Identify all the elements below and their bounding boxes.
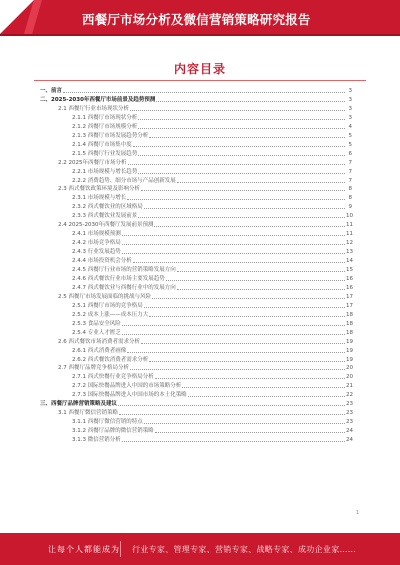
footer-separator [120,541,121,557]
toc-entry[interactable] [72,256,352,264]
toc-entry-page: 19 [346,356,353,363]
toc-entry[interactable] [58,220,352,228]
toc-leader-dots [155,378,345,379]
toc-entry-page: 3 [348,96,352,103]
toc-leader-dots [127,199,345,200]
toc-leader-dots [156,101,345,102]
toc-entry-title: 2.4 2025-2030年西餐厅发展前景预测 [58,222,154,229]
toc-entry[interactable] [58,292,352,300]
toc-leader-dots [122,235,345,236]
footer-slogan: 让每个人都能成为 [48,545,120,554]
toc-leader-dots [144,208,345,209]
toc-leader-dots [177,289,345,290]
toc-entry[interactable] [72,265,352,273]
toc-leader-dots [133,262,345,263]
toc-entry-title: 2.4.2 市场竞争格局 [72,240,121,247]
toc-entry-title: 3.1 西餐厅微信营销策略 [58,410,118,417]
toc-entry-title: 2.7.2 国际快餐品牌进入中国的市场策略分析 [72,383,182,390]
toc-entry-title: 2.5.3 食品安全风险 [72,320,121,327]
toc-entry[interactable] [72,319,352,327]
toc-leader-dots [166,280,345,281]
toc-entry-page: 20 [346,365,353,372]
toc-leader-dots [138,217,345,218]
toc-entry-title: 2.1.5 西餐厅行业发展趋势 [72,150,138,157]
toc-entry-page: 8 [348,195,352,202]
toc-entry-title: 2.1.4 西餐厅市场集中度 [72,141,132,148]
toc-leader-dots [177,182,345,183]
toc-leader-dots [188,396,345,397]
toc-entry-page: 16 [346,284,353,291]
toc-entry-title: 3.1.3 微信营销分析 [72,437,121,444]
toc-entry[interactable] [72,274,352,282]
toc-entry[interactable] [58,158,352,166]
toc-entry-title: 二、2025-2030年西餐厅市场前景及趋势预测 [40,96,156,103]
toc-entry[interactable] [72,140,352,148]
toc-divider [34,80,366,81]
toc-entry[interactable] [72,390,352,398]
toc-entry-title: 2.4.1 市场规模预测 [72,231,121,238]
toc-entry[interactable] [40,95,352,103]
toc-entry-title: 2.6 西式餐饮市场消费者需求分析 [58,338,140,345]
toc-entry-page: 15 [346,267,353,273]
toc-entry-title: 2.3.2 西式餐饮业的区域格局 [72,204,143,211]
toc-leader-dots [149,361,345,362]
toc-leader-dots [141,343,345,344]
toc-entry-title: 2.4.4 市场投资机会分析 [72,258,132,265]
toc-entry-page: 7 [348,159,352,166]
toc-entry[interactable] [72,355,352,363]
toc-entry-title: 2.6.1 西式消费者画像 [72,347,127,354]
toc-leader-dots [141,190,345,191]
toc-entry[interactable] [72,167,352,175]
toc-entry[interactable] [72,346,352,354]
toc-entry-title: 2.5.2 成本上涨——成本压力大 [72,311,149,318]
toc-entry[interactable] [72,176,352,184]
toc-entry-title: 2.1.2 西餐厅市场规模分析 [72,123,138,130]
toc-entry-title: 3.1.2 西餐厅品牌的微信营销策略 [72,428,154,435]
toc-entry-title: 2.1.1 西餐厅市场现状分析 [72,114,138,121]
toc-leader-dots [133,146,345,147]
toc-entry-page: 24 [346,428,353,435]
toc-entry-title: 2.1 西餐厅行业市场现状分析 [58,105,129,112]
toc-leader-dots [118,405,345,406]
toc-entry-title: 三、西餐厅品牌营销策略及建议 [40,401,118,408]
toc-entry-page: 22 [346,392,353,399]
toc-entry-page: 4 [348,123,352,130]
toc-entry-page: 3 [348,114,352,121]
page-header [0,0,400,34]
toc-entry-title: 2.7.1 西式快餐行业竞争格局分析 [72,374,154,381]
toc-leader-dots [130,369,345,370]
toc-entry-page: 16 [346,275,353,282]
toc-entry[interactable] [72,426,352,434]
toc-entry-page: 17 [346,293,353,300]
toc-entry-title: 2.5 西餐厅市场发展面临的挑战与风险 [58,293,151,300]
toc-leader-dots [144,423,345,424]
toc-entry-page: 18 [346,320,353,327]
toc-entry[interactable] [58,104,352,112]
toc-entry[interactable] [72,229,352,237]
toc-entry[interactable] [72,328,352,336]
toc-entry-page: 9 [348,204,352,211]
toc-entry-page: 11 [346,231,353,238]
toc-entry[interactable] [72,202,352,210]
toc-entry-title: 2.2.2 消费趋势、细分市场与产品创新发展 [72,177,176,184]
toc-entry[interactable] [72,417,352,425]
toc-entry-page: 6 [348,150,352,157]
toc-entry-title: 一、前言 [40,88,63,94]
toc-leader-dots [122,441,345,442]
toc-entry[interactable] [58,184,352,192]
toc-entry-title: 2.3.1 市场规模与增长 [72,195,127,202]
toc-entry-title: 2.7.3 国际快餐品牌进入中国市场的本土化策略 [72,392,187,399]
toc-entry[interactable] [72,310,352,318]
toc-entry[interactable] [72,149,352,157]
page-footer [0,533,400,565]
toc-entry-page: 21 [346,383,353,390]
toc-entry-title: 2.7 西餐厅品牌竞争格局分析 [58,365,129,372]
toc-entry-page: 24 [346,437,353,444]
toc-entry-title: 2.4.5 西餐厅行业市场的营销策略发展方向 [72,267,176,273]
toc-entry-page: 8 [348,186,352,193]
toc-entry[interactable] [72,301,352,309]
toc-leader-dots [138,155,345,156]
toc-entry[interactable] [72,247,352,255]
toc-entry-title: 2.6.2 西式餐饮消费者需求分析 [72,356,149,363]
toc-entry-title: 2.2.1 市场规模与增长趋势 [72,168,138,175]
toc-leader-dots [63,92,345,93]
toc-entry-page: 7 [348,168,352,175]
toc-entry[interactable] [58,408,352,416]
toc-leader-dots [155,432,345,433]
toc-entry-page: 7 [348,177,352,184]
header-underline [0,34,400,36]
toc-leader-dots [127,352,345,353]
toc-entry-page: 18 [346,311,353,318]
toc-entry-title: 2.5.1 西餐厅市场的竞争格局 [72,302,143,309]
toc-entry-page: 3 [348,88,352,94]
toc-leader-dots [149,137,345,138]
toc-leader-dots [138,173,345,174]
toc-entry-page: 23 [346,419,353,426]
toc-entry[interactable] [72,381,352,389]
toc-leader-dots [177,271,345,272]
toc-entry-title: 2.3 西式餐饮政策环境及影响分析 [58,186,140,193]
toc-entry[interactable] [72,211,352,219]
toc-leader-dots [149,316,345,317]
toc-entry-title: 2.1.3 西餐厅市场发展趋势分析 [72,132,149,139]
toc-entry-title: 2.4.7 西式餐饮业与西餐行业中的发展方向 [72,284,176,291]
toc-leader-dots [122,244,345,245]
toc-entry[interactable] [72,113,352,121]
page-number: 1 [356,510,360,516]
toc-leader-dots [154,226,345,227]
toc-entry-page: 11 [346,222,353,229]
toc-leader-dots [122,325,345,326]
toc-leader-dots [122,334,345,335]
toc-leader-dots [119,414,345,415]
toc-entry-page: 3 [348,105,352,112]
toc-entry-page: 17 [346,302,353,309]
toc-leader-dots [138,128,345,129]
toc-entry-page: 13 [346,249,353,256]
toc-entry-page: 14 [346,258,353,265]
toc-entry-title: 2.2 2025年西餐厅市场分析 [58,159,127,166]
toc-entry[interactable] [72,193,352,201]
toc-entry-page: 20 [346,374,353,381]
toc-entry[interactable] [40,86,352,94]
toc-entry-title: 3.1.1 西餐厅微信营销的特点 [72,419,143,426]
toc-heading: 内容目录 [173,62,226,76]
toc-entry-page: 5 [348,132,352,139]
toc-entry-page: 23 [346,410,353,417]
report-title: 西餐厅市场分析及微信营销策略研究报告 [82,12,311,27]
toc-entry[interactable] [72,131,352,139]
toc-leader-dots [182,387,345,388]
toc-entry-page: 19 [346,338,353,345]
toc-entry[interactable] [72,238,352,246]
toc-leader-dots [152,298,345,299]
toc-entry-page: 10 [346,213,353,220]
toc-entry-page: 23 [346,401,353,408]
toc-entry[interactable] [72,283,352,291]
toc-leader-dots [128,164,346,165]
toc-entry-title: 2.3.3 西式餐饮业发展前景 [72,213,138,220]
toc-entry-title: 2.5.4 专业人才匮乏 [72,329,121,336]
toc-leader-dots [130,110,345,111]
toc-entry-title: 2.4.6 西式餐饮行业市场主要发展趋势 [72,275,165,282]
toc-entry-title: 2.4.3 行业发展趋势 [72,249,121,256]
footer-roles: 行业专家、管理专家、营销专家、战略专家、成功企业家…… [132,545,357,554]
toc-entry-page: 5 [348,141,352,148]
toc-leader-dots [144,307,345,308]
toc-leader-dots [138,119,345,120]
toc-entry[interactable] [40,399,352,407]
toc-entry-page: 18 [346,329,353,336]
toc-entry-page: 12 [346,240,353,247]
toc-entry[interactable] [58,363,352,371]
toc-entry[interactable] [72,122,352,130]
toc-entry[interactable] [58,337,352,345]
toc-entry[interactable] [72,372,352,380]
toc-entry-page: 19 [346,347,353,354]
toc-leader-dots [122,253,345,254]
toc-entry[interactable] [72,435,352,443]
